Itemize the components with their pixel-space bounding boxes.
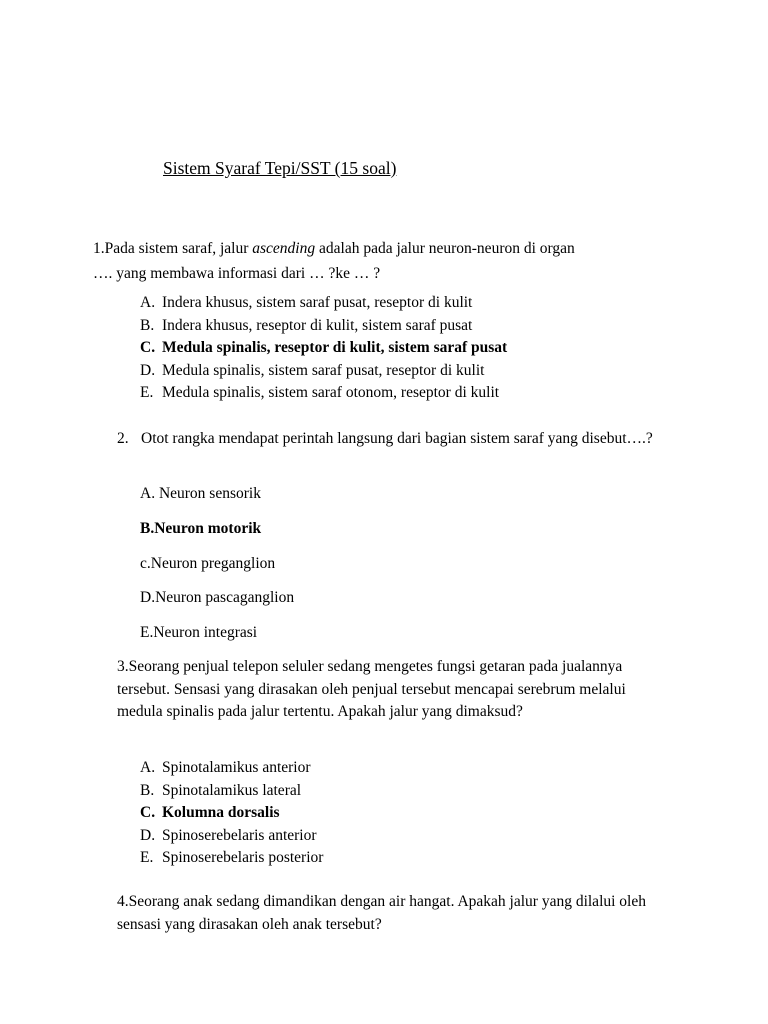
option-letter: A. [140,759,156,776]
document-title: Sistem Syaraf Tepi/SST (15 soal) [163,158,397,178]
question-3-option-d [140,825,700,848]
option-letter: D. [140,826,156,844]
option-text: Spinoserebelaris anterior [162,826,317,844]
question-1-option-e [140,382,700,405]
question-2-option-d: D.Neuron pascaganglion [140,589,295,607]
question-3-option-a [140,757,700,780]
question-1-line-1 [93,236,693,261]
question-1-option-a [140,292,700,315]
option-text: Spinoserebelaris posterior [162,849,324,867]
question-2 [117,427,717,450]
question-3-option-e [140,847,700,870]
question-2-option-a: A. Neuron sensorik [140,485,261,502]
question-1-options [140,292,700,405]
option-text: Medula spinalis, sistem saraf pusat, reseptor di kulit [162,361,485,379]
question-2-options [140,482,700,656]
question-1-text-start: 1.Pada sistem saraf, jalur [93,240,253,257]
option-letter: C. [140,339,156,357]
option-text: Spinotalamikus lateral [162,781,302,799]
question-3-option-b [140,780,700,803]
question-1-option-d [140,360,700,383]
option-text: Kolumna dorsalis [162,804,280,822]
option-letter: A. [140,294,156,311]
question-1-line-2: …. yang membawa informasi dari … ?ke … ? [93,265,381,282]
question-1-option-c-answer [140,337,700,360]
option-text: Medula spinalis, sistem saraf otonom, reseptor di kulit [162,384,500,402]
option-letter: E. [140,849,154,867]
option-letter: E. [140,384,154,402]
question-1-option-b [140,315,700,338]
question-1-text-end: adalah pada jalur neuron-neuron di organ [315,240,575,257]
question-1-italic-term: ascending [252,240,316,257]
option-letter: B. [140,316,155,334]
option-letter: B. [140,781,155,799]
question-3-option-c-answer [140,802,700,825]
question-3-text: 3.Seorang penjual telepon seluler sedang mengetes fungsi getaran pada jualannya tersebut. Sensasi yang dirasakan oleh penjual tersebut mencapai serebrum melalui medula spinalis pada jalur tertentu. Apakah jalur yang dimaksud? [117,658,626,721]
question-4-text: 4.Seorang anak sedang dimandikan dengan air hangat. Apakah jalur yang dilalui oleh sensasi yang dirasakan oleh anak tersebut? [117,893,646,933]
question-1 [93,236,693,286]
question-3-options [140,757,700,870]
option-letter: C. [140,804,156,822]
question-2-option-b-answer: B.Neuron motorik [140,519,262,537]
question-2-text: Otot rangka mendapat perintah langsung dari bagian sistem saraf yang disebut….? [141,430,653,447]
option-text: Indera khusus, sistem saraf pusat, reseptor di kulit [162,294,473,311]
option-text: Spinotalamikus anterior [162,759,311,776]
option-text: Medula spinalis, reseptor di kulit, sistem saraf pusat [162,339,508,357]
option-letter: D. [140,361,156,379]
option-text: Indera khusus, reseptor di kulit, sistem saraf pusat [162,316,473,334]
question-2-number: 2. [117,430,129,447]
question-2-option-e: E.Neuron integrasi [140,624,258,642]
question-2-option-c: c.Neuron preganglion [140,554,276,572]
